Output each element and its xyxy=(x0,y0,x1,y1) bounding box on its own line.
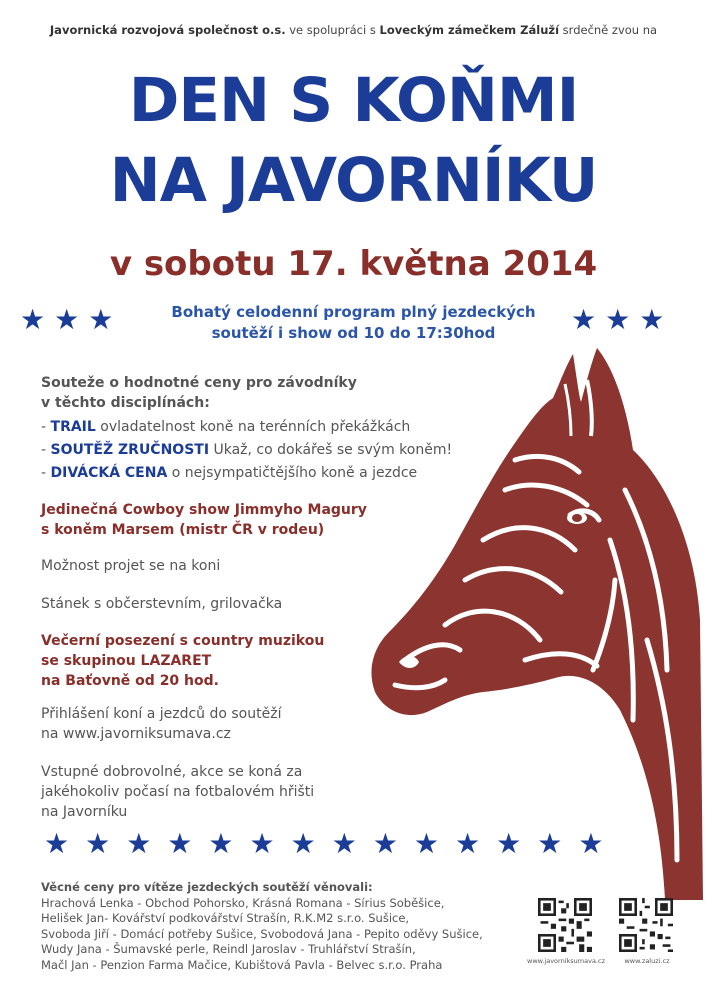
competition-item-audience xyxy=(41,463,452,483)
intro-connector: ve spolupráci s xyxy=(285,23,380,37)
sponsors-heading: Věcné ceny pro vítěze jezdeckých soutěží věnovali: xyxy=(41,880,373,894)
registration-line-2: na www.javorniksumava.cz xyxy=(41,726,231,742)
evening-line-2: se skupinou LAZARET xyxy=(41,653,212,669)
sponsor-line: Hrachová Lenka - Obchod Pohorsko, Krásná Romana - Sírius Soběšice, xyxy=(41,895,445,910)
admission-info xyxy=(41,762,314,822)
competition-name: SOUTĚŽ ZRUČNOSTI xyxy=(50,442,210,458)
partner-name: Loveckým zámečkem Záluží xyxy=(379,23,560,37)
qr-code-javorniksumava xyxy=(538,898,592,952)
competition-item-skill xyxy=(41,440,452,460)
sponsor-line: Wudy Jana - Šumavské perle, Reindl Jaroslav - Truhlářství Strašín, xyxy=(41,942,416,957)
competition-desc: ovladatelnost koně na terénních překážkách xyxy=(95,419,411,435)
registration-line-1: Přihlášení koní a jezdců do soutěží xyxy=(41,706,282,722)
competition-item-trail xyxy=(41,417,452,437)
sponsor-line: Mačl Jan - Penzion Farma Mačice, Kubištová Pavla - Belvec s.r.o. Praha xyxy=(41,957,443,972)
qr-code-zaluzi xyxy=(619,898,673,952)
competition-desc: Ukaž, co dokářeš se svým koněm! xyxy=(209,442,453,458)
admission-line-3: na Javorníku xyxy=(41,804,128,820)
program-summary xyxy=(140,302,567,344)
title-line-1: DEN S KOŇMI xyxy=(128,65,579,136)
intro-line xyxy=(0,23,707,37)
evening-line-3: na Baťovně od 20 hod. xyxy=(41,673,219,689)
program-line-2: soutěží i show od 10 do 17:30hod xyxy=(211,324,496,342)
qr-label-javorniksumava: www.javorniksumava.cz xyxy=(527,957,605,965)
food-stand-info: Stánek s občerstevním, grilovačka xyxy=(41,596,283,612)
bullet-dash: - xyxy=(41,442,51,458)
cowboy-show xyxy=(41,500,367,540)
competition-desc: o nejsympatičtějšího koně a jezdce xyxy=(167,465,418,481)
horse-ride-info: Možnost projet se na koni xyxy=(41,558,221,574)
title-line-2: NA JAVORNÍKU xyxy=(109,145,598,216)
competition-name: DIVÁCKÁ CENA xyxy=(50,465,168,481)
bullet-dash: - xyxy=(41,419,51,435)
competitions-section xyxy=(41,373,452,483)
organizer-name: Javornická rozvojová společnost o.s. xyxy=(49,23,286,37)
evening-program xyxy=(41,631,324,691)
evening-line-1: Večerní posezení s country muzikou xyxy=(41,633,325,649)
admission-line-2: jakéhokoliv počasí na fotbalovém hřišti xyxy=(41,784,315,800)
sponsor-line: Helišek Jan- Kovářství podkovářství Strašín, R.K.M2 s.r.o. Sušice, xyxy=(41,911,410,926)
admission-line-1: Vstupné dobrovolné, akce se koná za xyxy=(41,764,303,780)
stars-right-decoration: ★★★ xyxy=(571,303,674,336)
program-line-1: Bohatý celodenní program plný jezdeckých xyxy=(171,303,536,321)
cowboy-show-line-1: Jedinečná Cowboy show Jimmyho Magury xyxy=(41,502,367,518)
competitions-heading-2: v těchto disciplínách: xyxy=(41,395,210,411)
competitions-heading-1: Souteže o hodnotné ceny pro závodníky xyxy=(41,375,357,391)
sponsor-line: Svoboda Jiří - Domácí potřeby Sušice, Svobodová Jana - Pepito oděvy Sušice, xyxy=(41,926,483,941)
cowboy-show-line-2: s koněm Marsem (mistr ČR v rodeu) xyxy=(41,522,325,538)
event-date: v sobotu 17. května 2014 xyxy=(109,244,598,284)
intro-end: srdečně zvou na xyxy=(559,23,658,37)
stars-left-decoration: ★★★ xyxy=(20,303,123,336)
registration-info xyxy=(41,704,281,744)
bullet-dash: - xyxy=(41,465,51,481)
competition-name: TRAIL xyxy=(50,419,96,435)
sponsors-section xyxy=(41,880,511,974)
stars-row-decoration: ★★★★★★★★★★★★★★ xyxy=(44,827,620,860)
qr-label-zaluzi: www.zaluzi.cz xyxy=(624,957,670,965)
